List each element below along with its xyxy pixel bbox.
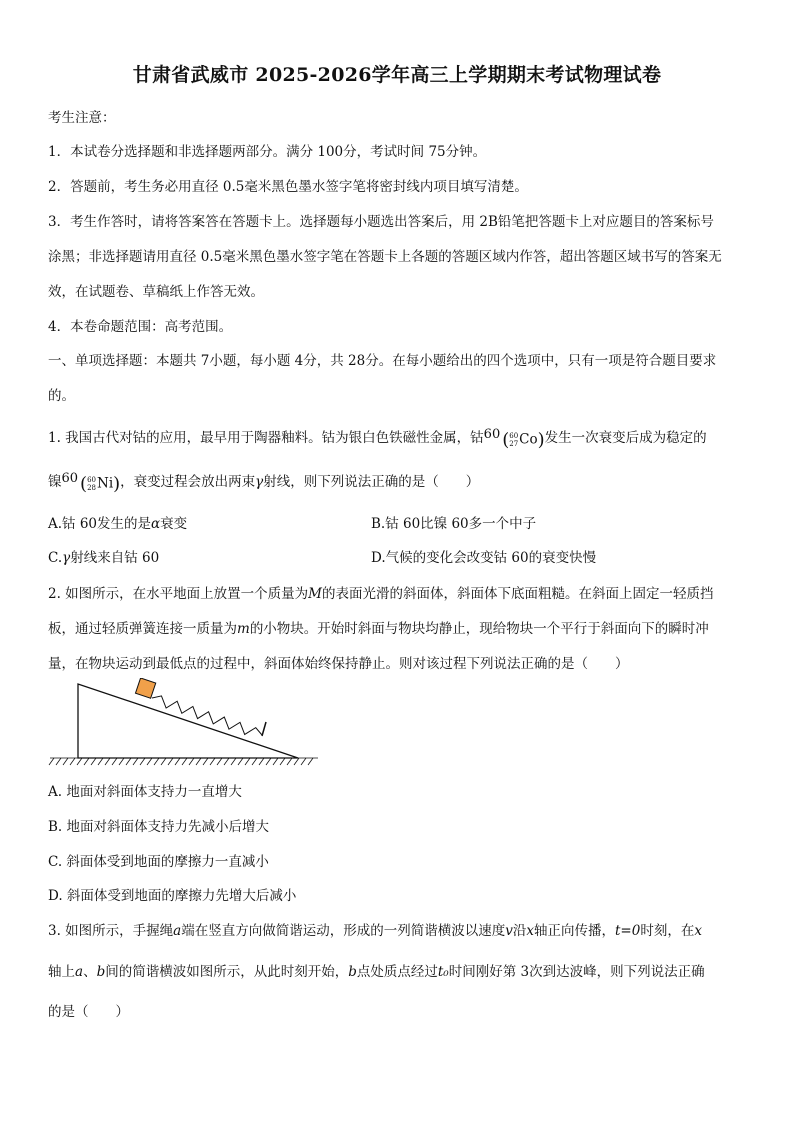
hatch-mark — [168, 758, 173, 765]
q2-text-c: 板，通过轻质弹簧连接一质量为 — [48, 621, 237, 637]
baffle — [262, 722, 266, 736]
block — [135, 678, 155, 698]
q3-line-2 — [48, 960, 705, 980]
hatch-mark — [112, 758, 117, 765]
co-bottom: 27 — [509, 439, 519, 448]
q1-option-c — [48, 546, 159, 566]
hatch-mark — [196, 758, 201, 765]
hatch-mark — [217, 758, 222, 765]
q1-text-a: 1. 我国古代对钴的应用，最早用于陶器釉料。钴为银白色铁磁性金属，钴 — [48, 430, 484, 446]
q2-line-1 — [48, 582, 714, 602]
hatch-mark — [238, 758, 243, 765]
q1-opt-c-label: C. — [48, 550, 63, 566]
q3-text-i: 点处质点经过 — [356, 964, 438, 980]
notice-item-4: 4．本卷命题范围：高考范围。 — [48, 319, 233, 335]
ni-mass: 60 — [61, 470, 79, 486]
q2-option-c: C. 斜面体受到地面的摩擦力一直减小 — [48, 854, 269, 870]
hatch-mark — [56, 758, 61, 765]
section-1-heading: 一、单项选择题：本题共 7小题，每小题 4分，共 28分。在每小题给出的四个选项中，只有一项是符合题目要求 — [48, 353, 717, 369]
hatch-mark — [77, 758, 82, 765]
point-a: a — [173, 923, 182, 939]
hatch-mark — [245, 758, 250, 765]
hatch-mark — [161, 758, 166, 765]
q3-text-h: 间的简谐横波如图所示，从此时刻开始， — [105, 964, 349, 980]
notice-item-1: 1．本试卷分选择题和非选择题两部分。满分 100分，考试时间 75分钟。 — [48, 144, 487, 160]
q2-text-b: 的表面光滑的斜面体，斜面体下底面粗糙。在斜面上固定一轻质挡 — [322, 586, 714, 602]
q2-option-a: A. 地面对斜面体支持力一直增大 — [48, 784, 242, 800]
hatch-mark — [231, 758, 236, 765]
spring — [152, 696, 262, 735]
t-zero: t=0 — [615, 923, 641, 939]
hatch-mark — [252, 758, 257, 765]
mass-m: m — [237, 621, 250, 637]
q3-text-j: 时间刚好第 3次到达波峰，则下列说法正确 — [448, 964, 705, 980]
alpha-symbol: α — [151, 516, 161, 532]
hatch-mark — [63, 758, 68, 765]
hatch-mark — [210, 758, 215, 765]
ni-bottom: 28 — [87, 483, 96, 492]
axis-x: x — [526, 923, 534, 939]
q1-option-d: D.气候的变化会改变钴 60的衰变快慢 — [371, 550, 597, 566]
hatch-mark — [70, 758, 75, 765]
q3-line-1 — [48, 919, 702, 939]
q3-text-d: 轴正向传播， — [534, 923, 615, 939]
hatch-mark — [203, 758, 208, 765]
hatch-mark — [175, 758, 180, 765]
q2-line-3: 量，在物块运动到最低点的过程中，斜面体始终保持静止。则对该过程下列说法正确的是（ ） — [48, 656, 629, 672]
section-1-heading-cont: 的。 — [48, 388, 75, 404]
ni-top: 60 — [87, 475, 96, 484]
notice-item-2: 2．答题前，考生务必用直径 0.5毫米黑色墨水签字笔将密封线内项目填写清楚。 — [48, 179, 528, 195]
hatch-mark — [49, 758, 54, 765]
hatch-mark — [294, 758, 299, 765]
point-b-2: b — [348, 964, 357, 980]
co-top: 60 — [509, 431, 519, 440]
point-b: b — [96, 964, 106, 980]
incline-diagram — [48, 678, 328, 770]
hatch-mark — [266, 758, 271, 765]
co-symbol: Co — [519, 431, 538, 448]
hatch-mark — [154, 758, 159, 765]
co-mass: 60 — [483, 426, 501, 442]
q2-line-2 — [48, 617, 709, 637]
q3-text-g: 、 — [83, 964, 97, 980]
q1-text-e: 射线，则下列说法正确的是（ ） — [263, 474, 480, 490]
hatch-mark — [140, 758, 145, 765]
point-a-2: a — [75, 964, 84, 980]
hatch-mark — [133, 758, 138, 765]
time-t0: t₀ — [437, 964, 449, 980]
hatch-mark — [147, 758, 152, 765]
mass-M: M — [308, 586, 322, 602]
q1-text-c: 镍 — [48, 474, 62, 490]
q3-text-a: 3. 如图所示，手握绳 — [48, 923, 174, 939]
hatch-mark — [301, 758, 306, 765]
notice-heading: 考生注意： — [48, 110, 116, 126]
block-rect — [135, 678, 155, 698]
q3-text-f: 轴上 — [48, 964, 75, 980]
hatch-mark — [105, 758, 110, 765]
notice-item-3-cont1: 涂黑；非选择题请用直径 0.5毫米黑色墨水签字笔在答题卡上各题的答题区域内作答，超出答题区域书写的答案无 — [48, 249, 722, 265]
q1-opt-a-text: A.钴 60发生的是 — [48, 516, 152, 532]
notice-item-3-cont2: 效，在试题卷、草稿纸上作答无效。 — [48, 284, 264, 300]
q1-opt-c-text: 射线来自钴 60 — [70, 550, 160, 566]
hatch-mark — [126, 758, 131, 765]
ni-symbol: Ni — [97, 475, 114, 492]
hatch-mark — [91, 758, 96, 765]
hatch-mark — [119, 758, 124, 765]
q1-option-b: B.钴 60比镍 60多一个中子 — [371, 516, 537, 532]
q1-option-a — [48, 512, 187, 532]
cobalt-isotope: 60 ( 60 27 Co) — [483, 426, 545, 451]
q3-text-e: 时刻，在 — [640, 923, 695, 939]
hatch-mark — [280, 758, 285, 765]
hatch-mark — [84, 758, 89, 765]
hatch-mark — [287, 758, 292, 765]
hatch-mark — [308, 758, 313, 765]
q2-text-a: 2. 如图所示，在水平地面上放置一个质量为 — [48, 586, 309, 602]
hatch-mark — [224, 758, 229, 765]
q3-text-c: 沿 — [512, 923, 527, 939]
page-title: 甘肃省武威市 2025-2026学年高三上学期期末考试物理试卷 — [132, 64, 662, 86]
incline-body — [78, 684, 298, 758]
q1-text-d: ，衰变过程会放出两束 — [120, 474, 256, 490]
hatch-mark — [182, 758, 187, 765]
q3-text-b: 端在竖直方向做简谐运动，形成的一列简谐横波以速度 — [181, 923, 506, 939]
gamma-symbol: γ — [255, 474, 264, 490]
hatch-mark — [273, 758, 278, 765]
q3-line-3: 的是（ ） — [48, 1004, 129, 1020]
velocity-v: v — [505, 923, 513, 939]
gamma-symbol-2: γ — [62, 550, 71, 566]
hatch-mark — [189, 758, 194, 765]
q1-line-2 — [48, 470, 479, 494]
axis-x-2: x — [694, 923, 702, 939]
q2-option-b: B. 地面对斜面体支持力先减小后增大 — [48, 819, 270, 835]
q1-line-1 — [48, 426, 707, 450]
hatch-mark — [98, 758, 103, 765]
q2-option-d: D. 斜面体受到地面的摩擦力先增大后减小 — [48, 888, 297, 904]
notice-item-3: 3．考生作答时，请将答案答在答题卡上。选择题每小题选出答案后，用 2B铅笔把答题卡上对应题目的答案标号 — [48, 214, 714, 230]
ground-hatch — [49, 758, 318, 765]
nickel-isotope: 60 ( 60 28 Ni) — [61, 470, 121, 495]
hatch-mark — [259, 758, 264, 765]
q2-text-d: 的小物块。开始时斜面与物块均静止，现给物块一个平行于斜面向下的瞬时冲 — [249, 621, 709, 637]
q1-opt-a-tail: 衰变 — [160, 516, 188, 532]
q1-text-b: 发生一次衰变后成为稳定的 — [544, 430, 707, 446]
